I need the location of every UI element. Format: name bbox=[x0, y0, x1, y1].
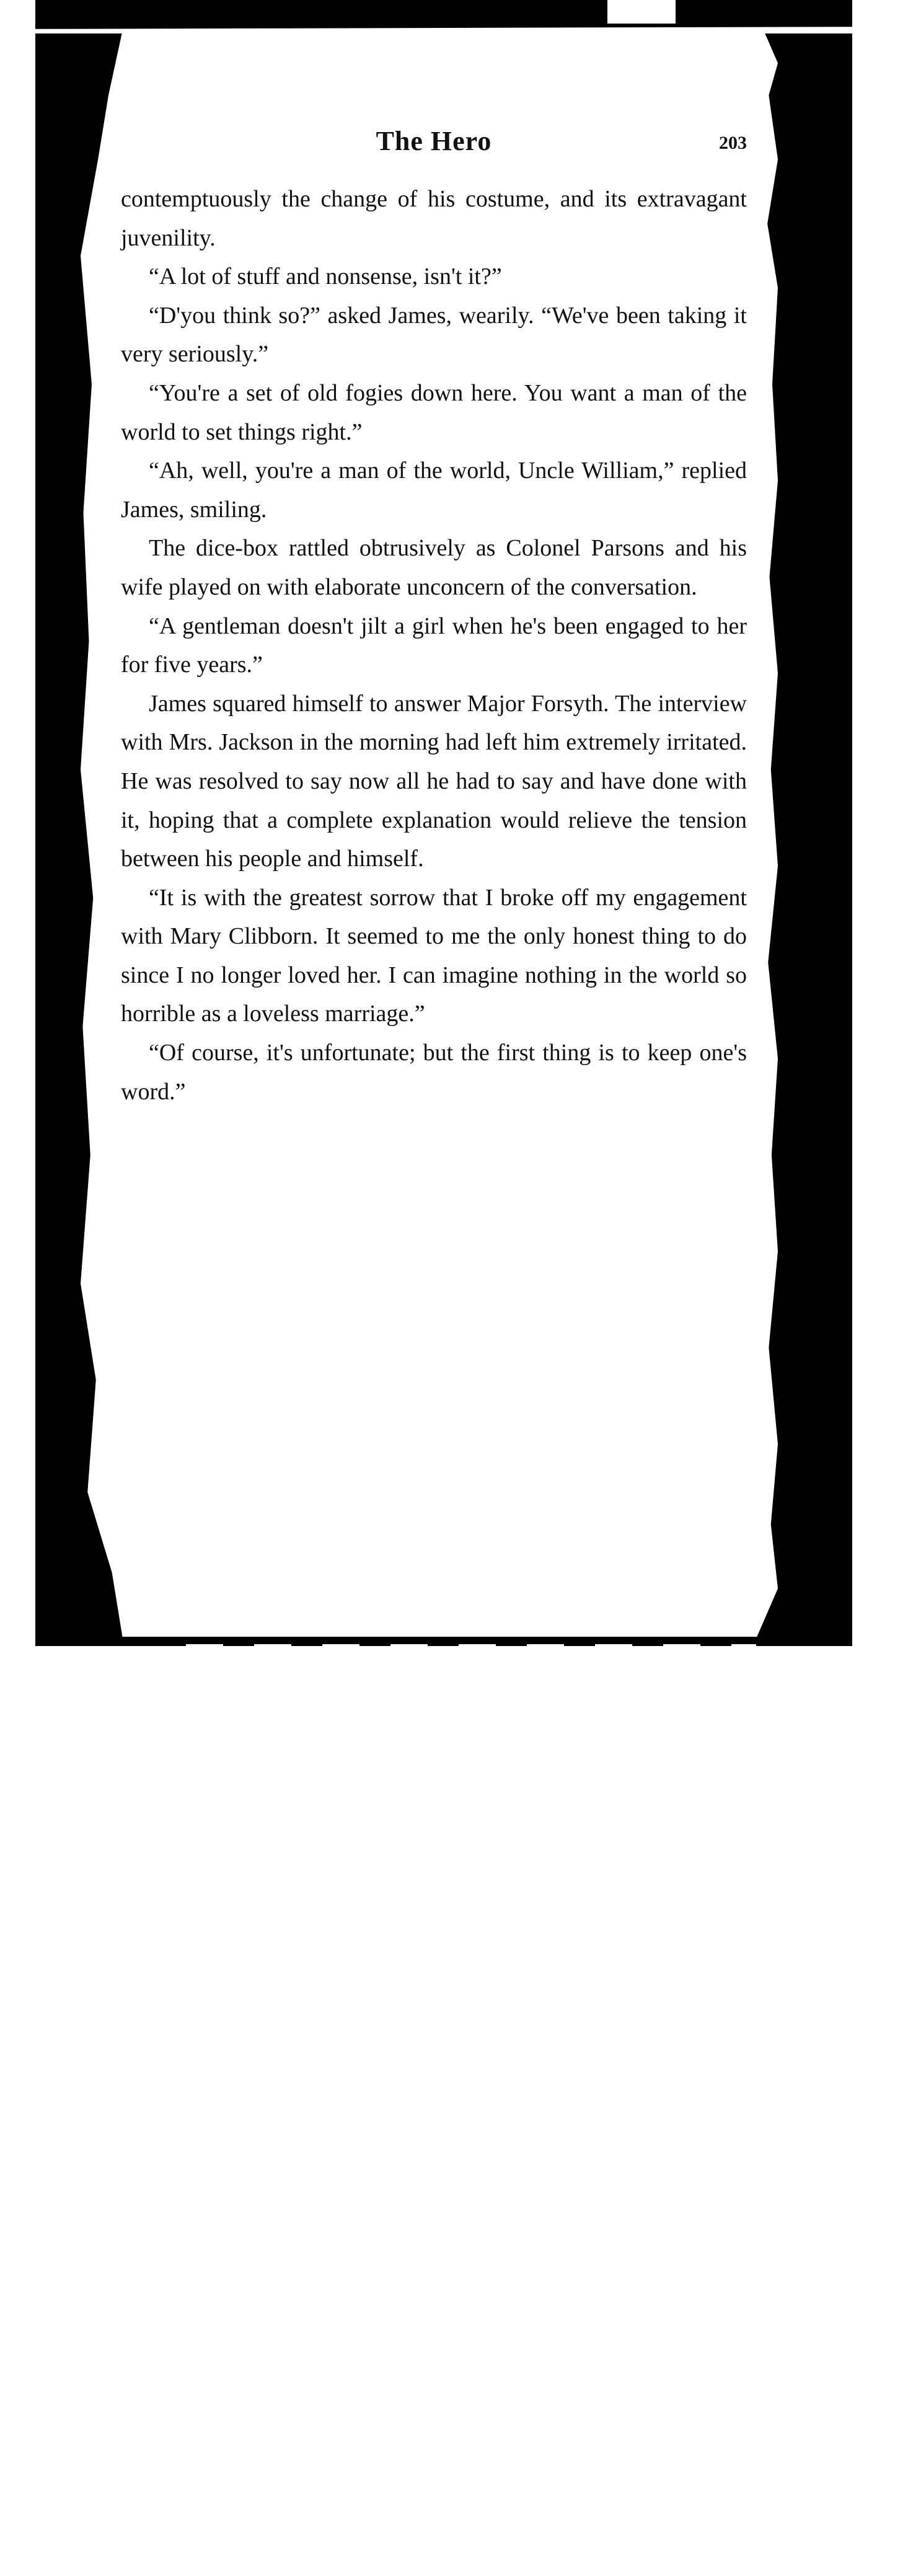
paragraph-6: The dice-box rattled obtrusively as Colonel Parsons and his wife played on with elaborate unconcern of the conversation. bbox=[121, 535, 747, 600]
bottom-margin bbox=[0, 1646, 908, 2576]
paragraph-10: “Of course, it's unfortunate; but the first thing is to keep one's word.” bbox=[121, 1040, 747, 1105]
body-text bbox=[121, 180, 747, 1111]
page-number: 203 bbox=[719, 133, 747, 153]
paragraph-3: “D'you think so?” asked James, wearily. “We've been taking it very seriously.” bbox=[121, 302, 747, 368]
paragraph-2: “A lot of stuff and nonsense, isn't it?” bbox=[149, 263, 502, 290]
paragraph-4: “You're a set of old fogies down here. You want a man of the world to set things right.” bbox=[121, 379, 747, 445]
paragraph-8: James squared himself to answer Major Forsyth. The interview with Mrs. Jackson in the morning had left him extremely irritated. He was resolved to say now all he had to say and have done with it, hoping that a complete explanation would relieve the tension between his people and himself. bbox=[121, 690, 747, 872]
paragraph-5: “Ah, well, you're a man of the world, Uncle William,” replied James, smiling. bbox=[121, 458, 747, 523]
running-title: The Hero bbox=[376, 126, 492, 156]
paragraph-9: “It is with the greatest sorrow that I broke off my engagement with Mary Clibborn. It seemed to me the only honest thing to do since I no longer loved her. I can imagine nothing in the world so horrible as a loveless marriage.” bbox=[121, 884, 747, 1027]
paragraph-7: “A gentleman doesn't jilt a girl when he's been engaged to her for five years.” bbox=[121, 613, 747, 678]
paragraph-1: contemptuously the change of his costume, and its extravagant juvenility. bbox=[121, 186, 747, 251]
page-header bbox=[121, 120, 747, 163]
scan-top-notch bbox=[607, 0, 676, 24]
